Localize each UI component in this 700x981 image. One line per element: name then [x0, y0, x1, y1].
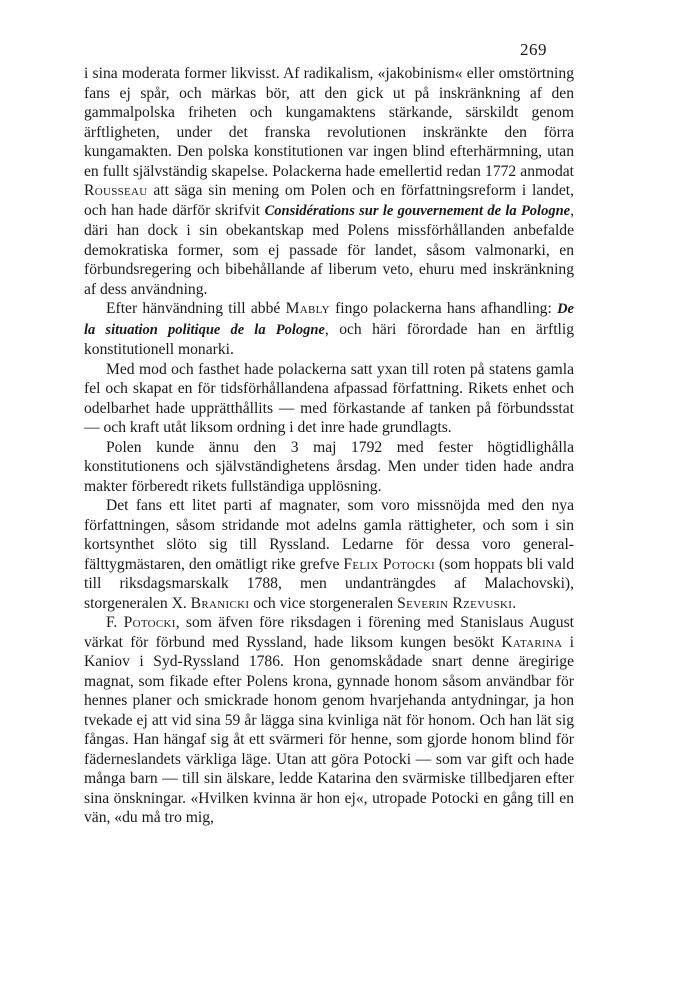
paragraph: F. Potocki, som äfven före riksdagen i förening med Stanislaus August värkat för förbund med Ryssland, hade liksom kungen besökt Katarina i Kaniov i Syd-Ryssland 1786. Hon genomskådade snart denne äregirige magnat, som fikade efter Polens krona, gynnade honom såsom användbar för hennes planer och smickrade honom genom hvarjehanda antydningar, ja hon tvekade ej att vid sina 59 år lägga sina kvinliga nät för honom. Och han lät sig fångas. Han hängaf sig åt ett svärmeri för henne, som gjorde honom blind för fäderneslandets värkliga läge. Utan att göra Potocki — som var gift och hade många barn — till sin älskare, ledde Katarina den svärmiske tillbedjaren efter sina önskningar. «Hvilken kvinna är hon ej«, utropade Potocki en gång till en vän, «du må tro mig, [84, 614, 574, 826]
paragraph: Med mod och fasthet hade polackerna satt yxan till roten på statens gamla fel och skapat en för tidsförhållandena afpassad författning. Rikets enhet och odelbarhet hade upprätthållits — med förkastande af tanken på förbundsstat — och kraft utåt liksom ordning i det inre hade grundlagts. [84, 360, 574, 436]
person-name: Mably [285, 300, 330, 317]
person-name: Rousseau [84, 182, 148, 199]
paragraph: Det fans ett litet parti af magnater, som voro missnöjda med den nya författningen, såsom stridande mot adelns gamla rättigheter, och som i sin kortsynthet slöto sig till Ryssland. Ledarne för dessa voro general-fälttygmästaren, den omätligt rike grefve Felix Potocki (som hoppats bli vald till riksdagsmarskalk 1788, men undanträngdes af Malachovski), storgeneralen X. Branicki och vice storgeneralen Severin Rzevuski. [84, 497, 574, 612]
person-name: Katarina [501, 633, 563, 651]
book-title: Considérations sur le gouvernement de la Pologne [264, 202, 571, 219]
person-name: Branicki [190, 594, 250, 612]
person-name: Felix Potocki [343, 555, 436, 573]
paragraph: Polen kunde ännu den 3 maj 1792 med fester högtidlighålla konstitutionens och självständighetens årsdag. Men under tiden hade andra makter förberedt rikets fullständiga upplösning. [84, 438, 574, 495]
page-number: 269 [520, 40, 547, 59]
paragraph: Efter hänvändning till abbé Mably fingo polackerna hans afhandling: De la situation politique de la Pologne, och häri förordade han en ärftlig konstitutionell monarki. [84, 300, 574, 358]
person-name: Severin Rzevuski [397, 594, 513, 612]
body-text [84, 64, 574, 828]
person-name: Potocki [123, 614, 176, 631]
book-title: De la situation politique de la Pologne [84, 301, 574, 338]
paragraph: i sina moderata former likvisst. Af radikalism, «jakobinism« eller omstörtning fans ej spår, och märkas bör, att den gick ut på inskränkning af den gammalpolska friheten och kungamaktens stärkande, särskildt genom ärftligheten, under det franska revolutionen inskränkte den förra kungamakten. Den polska konstitutionen var ingen blind efterhärmning, utan en fullt självständig skapelse. Polackerna hade emellertid redan 1772 anmodat Rousseau att säga sin mening om Polen och en författningsreform i landet, och han hade därför skrifvit Considérations sur le gouvernement de la Pologne, däri han dock i sin obekantskap med Polens missförhållanden anbefalde demokratiska former, som ej passade för landet, såsom valmonarki, en förbundsregering och bibehållande af liberum veto, ehuru med inskränkning af dess användning. [84, 65, 574, 298]
